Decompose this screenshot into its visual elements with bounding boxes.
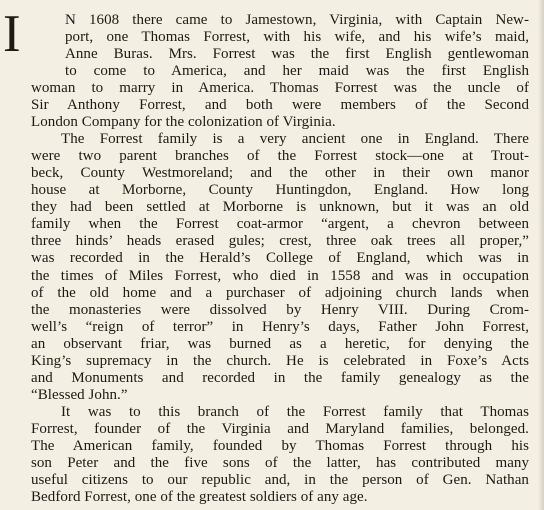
text-line: were two parent branches of the Forrest stock—one at Trout- xyxy=(31,148,529,165)
text-line: King’s supremacy in the church. He is celebrated in Foxe’s Acts xyxy=(31,352,529,369)
text-line: The Forrest family is a very ancient one in England. There xyxy=(61,131,529,148)
text-line: the monasteries were dissolved by Henry VIII. During Crom- xyxy=(31,301,529,318)
text-line: woman to marry in America. Thomas Forrest was the uncle of xyxy=(31,80,529,97)
text-line: “Blessed John.” xyxy=(31,386,128,403)
text-line: Sir Anthony Forrest, and both were members of the Second xyxy=(31,97,529,114)
drop-cap-initial: I xyxy=(3,4,21,63)
text-line: It was to this branch of the Forrest family that Thomas xyxy=(61,403,529,420)
text-line: well’s “reign of terror” in Henry’s days, Father John Forrest, xyxy=(31,318,529,335)
text-line: of the old home and a purchaser of adjoining church lands when xyxy=(31,284,529,301)
text-line: was recorded in the Herald’s College of England, which was in xyxy=(31,250,529,267)
text-line: London Company for the colonization of Virginia. xyxy=(31,114,336,131)
text-line: Anne Buras. Mrs. Forrest was the first English gentlewoman xyxy=(65,46,529,63)
text-line: to come to America, and her maid was the first English xyxy=(65,63,529,80)
text-line: useful citizens to our republic and, in the person of Gen. Nathan xyxy=(31,471,529,488)
text-line: Bedford Forrest, one of the greatest soldiers of any age. xyxy=(31,488,368,505)
text-line: N 1608 there came to Jamestown, Virginia, with Captain New- xyxy=(65,12,529,28)
text-line: Forrest, founder of the Virginia and Maryland families, belonged. xyxy=(31,420,529,437)
text-line: three hinds’ heads erased gules; crest, three oak trees all proper,” xyxy=(31,233,529,250)
text-line: port, one Thomas Forrest, with his wife, and his wife’s maid, xyxy=(65,29,529,46)
text-line: beck, County Westmoreland; and the other in their own manor xyxy=(31,165,529,182)
text-line: an observant friar, was burned as a heretic, for denying the xyxy=(31,335,529,352)
page-edge-shadow xyxy=(538,0,544,510)
text-line: The American family, founded by Thomas Forrest through his xyxy=(31,437,529,454)
text-line: son Peter and the five sons of the latter, has contributed many xyxy=(31,454,529,471)
text-line: and Monuments and recorded in the family genealogy as the xyxy=(31,369,529,386)
text-line: the times of Miles Forrest, who died in 1558 and was in occupation xyxy=(31,267,529,284)
text-line: they had been settled at Morborne is unknown, but it was an old xyxy=(31,199,529,216)
text-line: house at Morborne, County Huntingdon, England. How long xyxy=(31,182,529,199)
text-line: family when the Forrest coat-armor “argent, a chevron between xyxy=(31,216,529,233)
